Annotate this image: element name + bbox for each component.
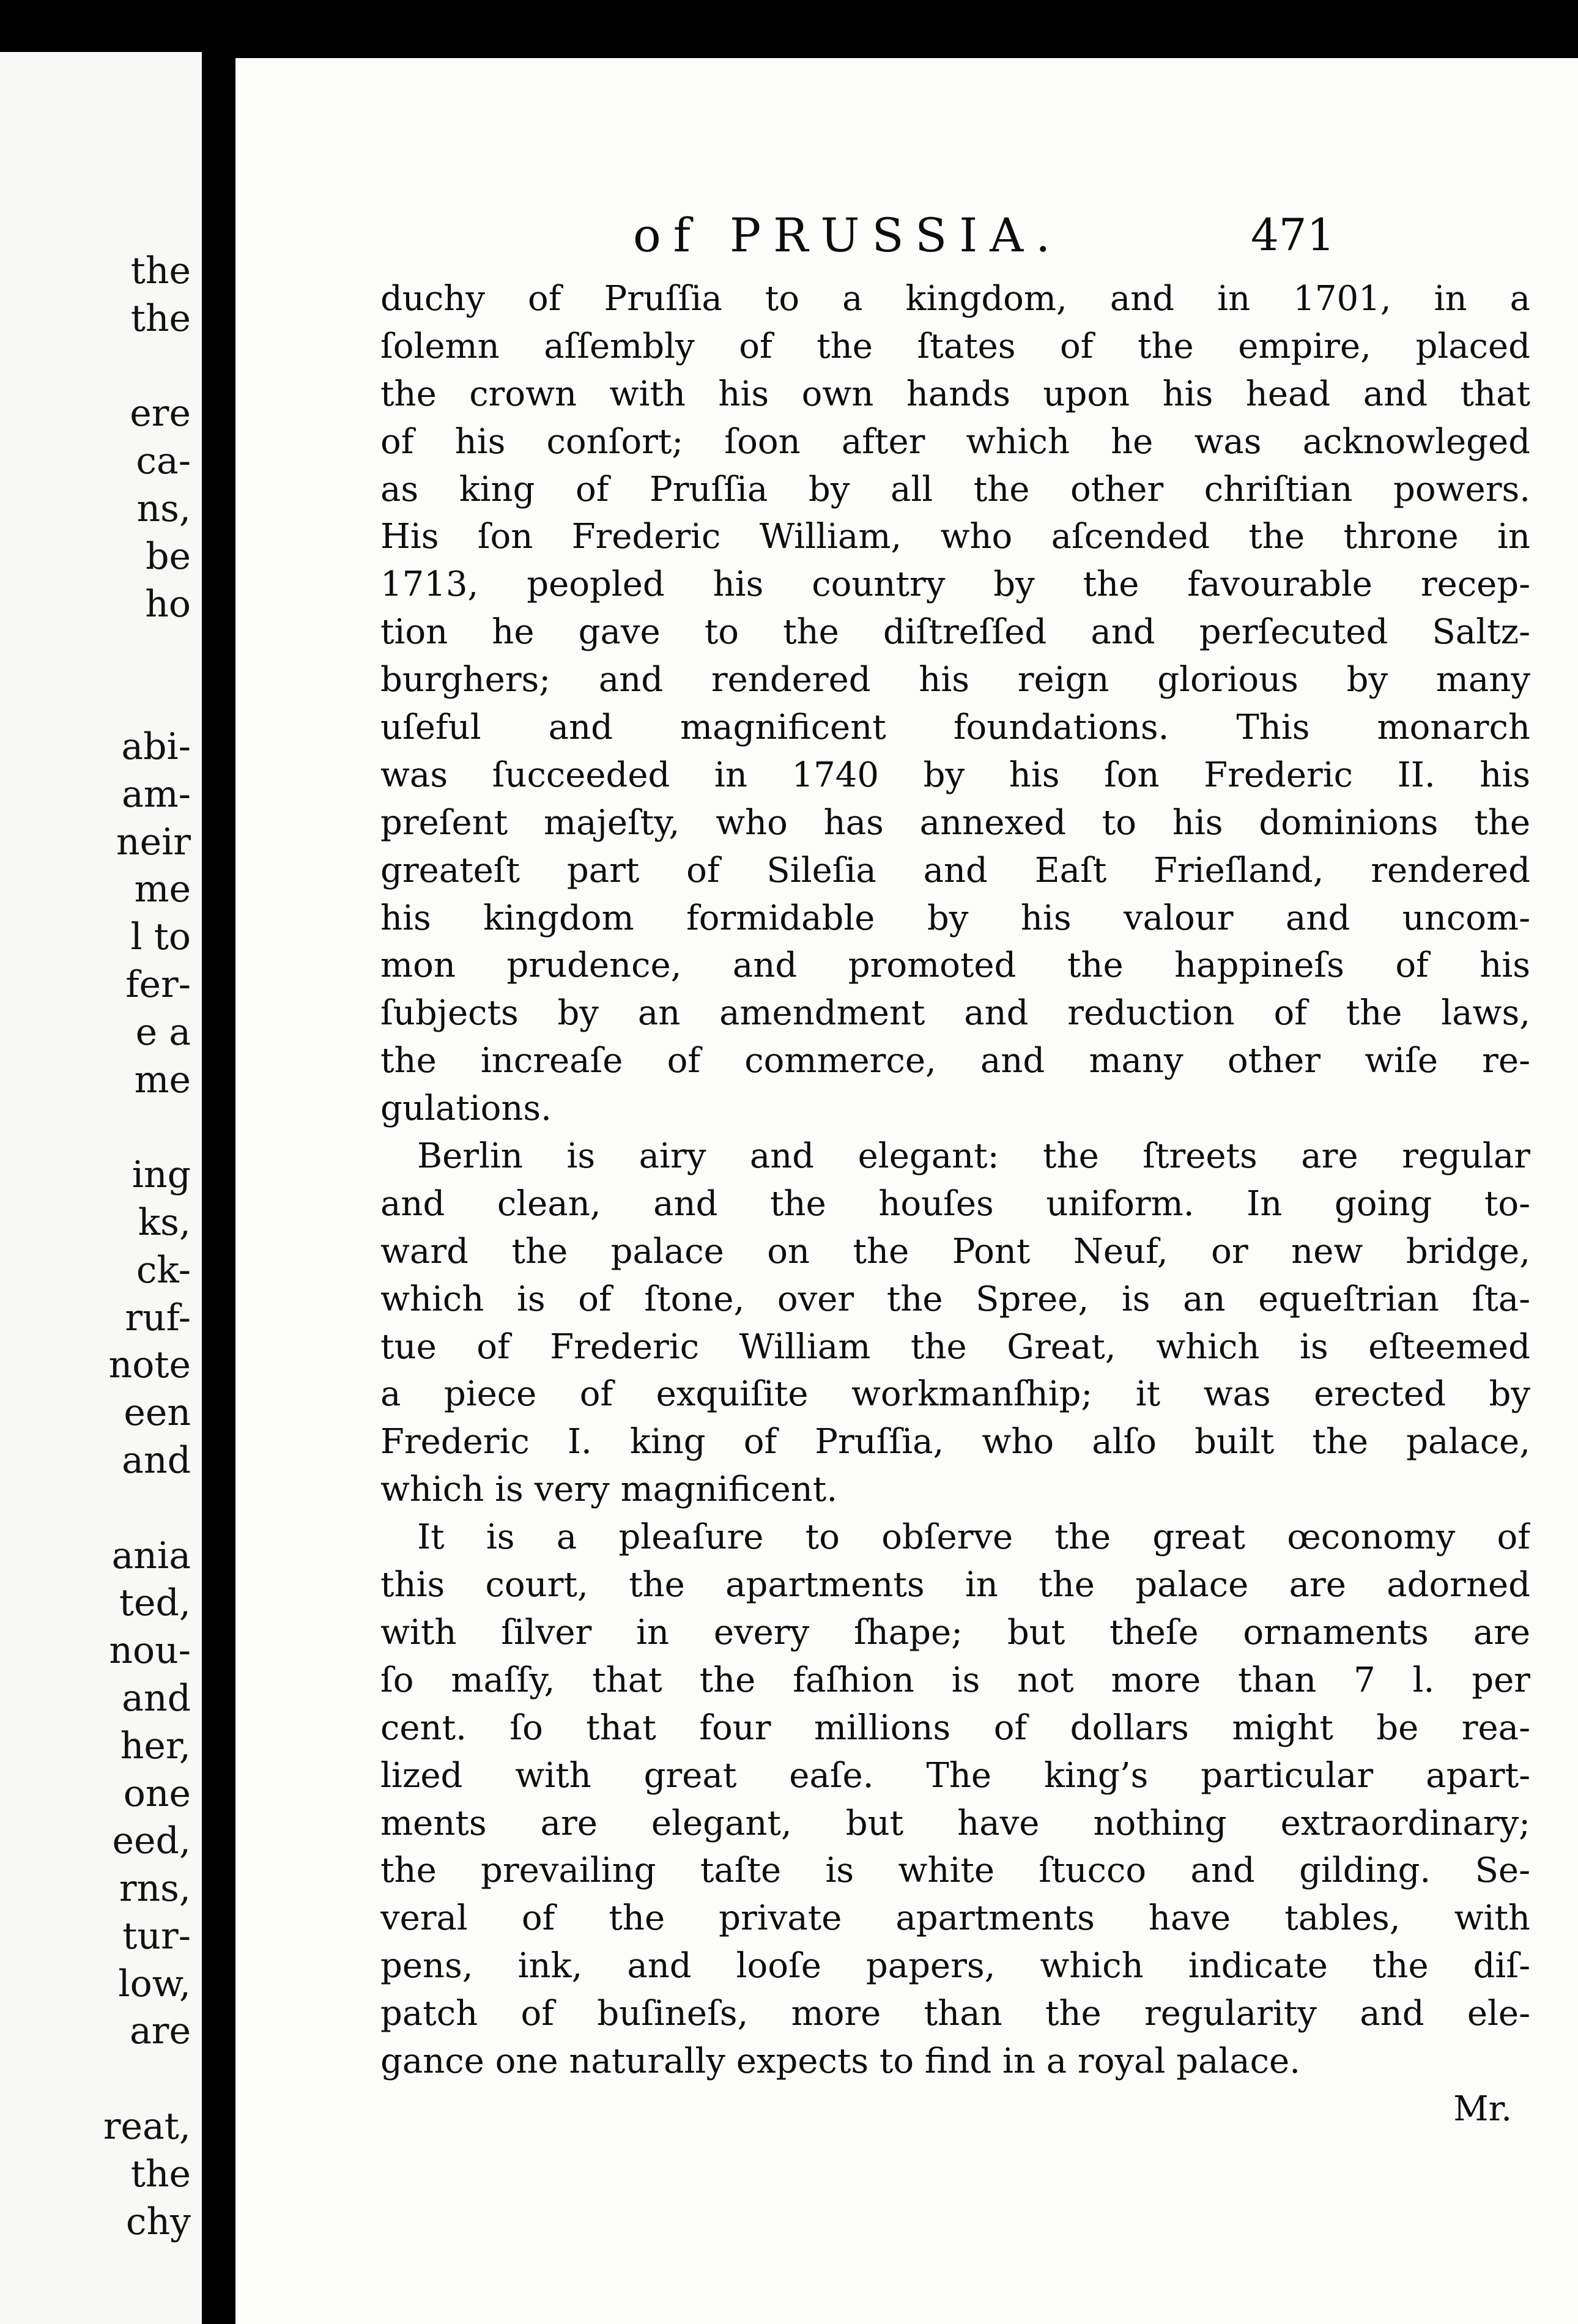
left-page-fragment-line: the [130,250,191,292]
text-line: Berlin is airy and elegant: the ſtreets are regular [417,1136,1530,1177]
text-line: his kingdom formidable by his valour and uncom- [380,898,1530,938]
text-line: as king of Pruſſia by all the other chriſtian powers. [380,469,1530,509]
left-page-fragment-line: ruf- [125,1296,191,1339]
left-page-fragment-line: reat, [103,2105,191,2148]
text-line: the increaſe of commerce, and many other wiſe re- [380,1041,1530,1081]
text-line: lized with great eaſe. The king’s particular apart- [380,1755,1530,1796]
left-page-fragment-line: ns, [136,487,191,530]
text-line: tion he gave to the diſtreſſed and perſecuted Saltz- [380,612,1530,653]
text-line: ments are elegant, but have nothing extraordinary; [380,1803,1530,1843]
left-page-fragment-line: l to [130,916,191,959]
text-line: of his conſort; ſoon after which he was acknowleged [380,421,1530,462]
left-page-fragment-line [0,1104,202,1152]
left-page-fragment-line: e a [135,1010,191,1054]
text-line: It is a pleaſure to obſerve the great œconomy of [417,1517,1530,1558]
left-page-fragment-line: ing [132,1153,191,1197]
running-title: of PRUSSIA. [633,208,1063,262]
left-page-fragment-line: am- [122,772,191,816]
left-page-line-ends [0,248,202,2246]
left-page-fragment-line: ere [130,392,191,435]
text-line: patch of buſineſs, more than the regularity and ele- [380,1994,1530,2034]
text-line: the prevailing taſte is white ſtucco and gilding. Se- [380,1851,1530,1891]
left-page-fragment-line: neir [116,820,191,864]
page-number: 471 [1251,209,1335,261]
text-line: veral of the private apartments have tables, with [380,1898,1530,1939]
text-line: Frederic I. king of Pruſſia, who alſo built the palace, [380,1422,1530,1462]
text-line: cent. ſo that four millions of dollars might be rea- [380,1708,1530,1748]
left-page-fragment-line: ks, [138,1201,191,1244]
left-page-fragment-line: and [122,1676,191,1720]
left-page-fragment-line: een [124,1391,191,1435]
left-page-fragment-line [0,1485,202,1533]
left-page-fragment-line: low, [118,1962,191,2005]
text-line: burghers; and rendered his reign glorious by many [380,660,1530,700]
text-line: and clean, and the houſes uniform. In going to- [380,1183,1530,1224]
text-line: duchy of Pruſſia to a kingdom, and in 1701, in a [380,279,1530,319]
left-page-fragment-line: are [130,2010,191,2053]
left-page-fragment-line: be [146,535,191,578]
text-line: greateſt part of Sileſia and Eaſt Frieſland, rendered [380,850,1530,890]
left-page-fragment-line: the [130,2152,191,2196]
left-page-fragment-line: me [134,1058,191,1101]
left-page-fragment-line [0,676,202,723]
left-page-fragment-line [0,628,202,676]
main-page [235,58,1578,2324]
left-page-fragment-line [0,343,202,391]
text-line: tue of Frederic William the Great, which is eſteemed [380,1327,1530,1367]
left-page-fragment-line: note [108,1344,191,1387]
text-line: His ſon Frederic William, who aſcended the throne in [380,517,1530,557]
text-line: which is very magnificent. [380,1470,838,1510]
text-line: gance one naturally expects to find in a royal palace. [380,2041,1300,2081]
text-line: 1713, peopled his country by the favourable recep- [380,564,1530,605]
book-gutter [202,0,235,2324]
left-page-fragment-line: one [123,1772,191,1815]
left-page-fragment-line: ted, [119,1582,191,1625]
text-line: pens, ink, and looſe papers, which indicate the diſ- [380,1946,1530,1986]
left-page-fragment-line: ca- [136,440,191,483]
text-line: ward the palace on the Pont Neuf, or new bridge, [380,1231,1530,1271]
text-line: a piece of exquiſite workmanſhip; it was erected by [380,1374,1530,1415]
left-page-fragment-line: ho [145,582,191,626]
catchword: Mr. [1453,2089,1512,2129]
left-page-fragment-line: rns, [119,1867,191,1911]
left-page-fragment-line: her, [120,1724,191,1767]
text-line: mon prudence, and promoted the happineſs of his [380,946,1530,986]
left-page-fragment-line: eed, [112,1819,191,1863]
left-page-fragment-line: tur- [122,1914,191,1958]
text-line: which is of ſtone, over the Spree, is an equeſtrian ſta- [380,1279,1530,1319]
left-page-fragment-line: ck- [136,1248,191,1292]
text-line: this court, the apartments in the palace are adorned [380,1565,1530,1605]
text-line: ſolemn aſſembly of the ſtates of the empire, placed [380,326,1530,366]
left-page-fragment-line: fer- [125,963,191,1006]
body-text [380,275,1530,2133]
text-line: with ſilver in every ſhape; but theſe ornaments are [380,1612,1530,1652]
left-page-fragment-line: me [134,868,191,911]
text-line: ſubjects by an amendment and reduction of the laws, [380,993,1530,1034]
left-page-fragment-line: ania [111,1534,191,1577]
left-page-fragment-line [0,2056,202,2103]
text-line: ſo maſſy, that the faſhion is not more than 7 l. per [380,1660,1530,1700]
paragraph [380,1133,1530,1514]
left-page-fragment-line: the [130,297,191,340]
running-head [235,208,1578,275]
left-page-fragment-line: nou- [109,1629,191,1673]
paragraph [380,275,1530,1133]
text-line: preſent majeſty, who has annexed to his dominions the [380,802,1530,843]
left-page-fragment-line: and [122,1438,191,1482]
text-line: gulations. [380,1089,552,1129]
text-line: was ſucceeded in 1740 by his ſon Frederic II. his [380,755,1530,795]
left-page-fragment-line: abi- [121,725,191,768]
text-line: uſeful and magnificent foundations. This monarch [380,708,1530,748]
paragraph [380,1514,1530,2085]
text-line: the crown with his own hands upon his head and that [380,374,1530,414]
left-page-fragment-line: chy [125,2200,191,2243]
left-page-fragment [0,52,202,2324]
